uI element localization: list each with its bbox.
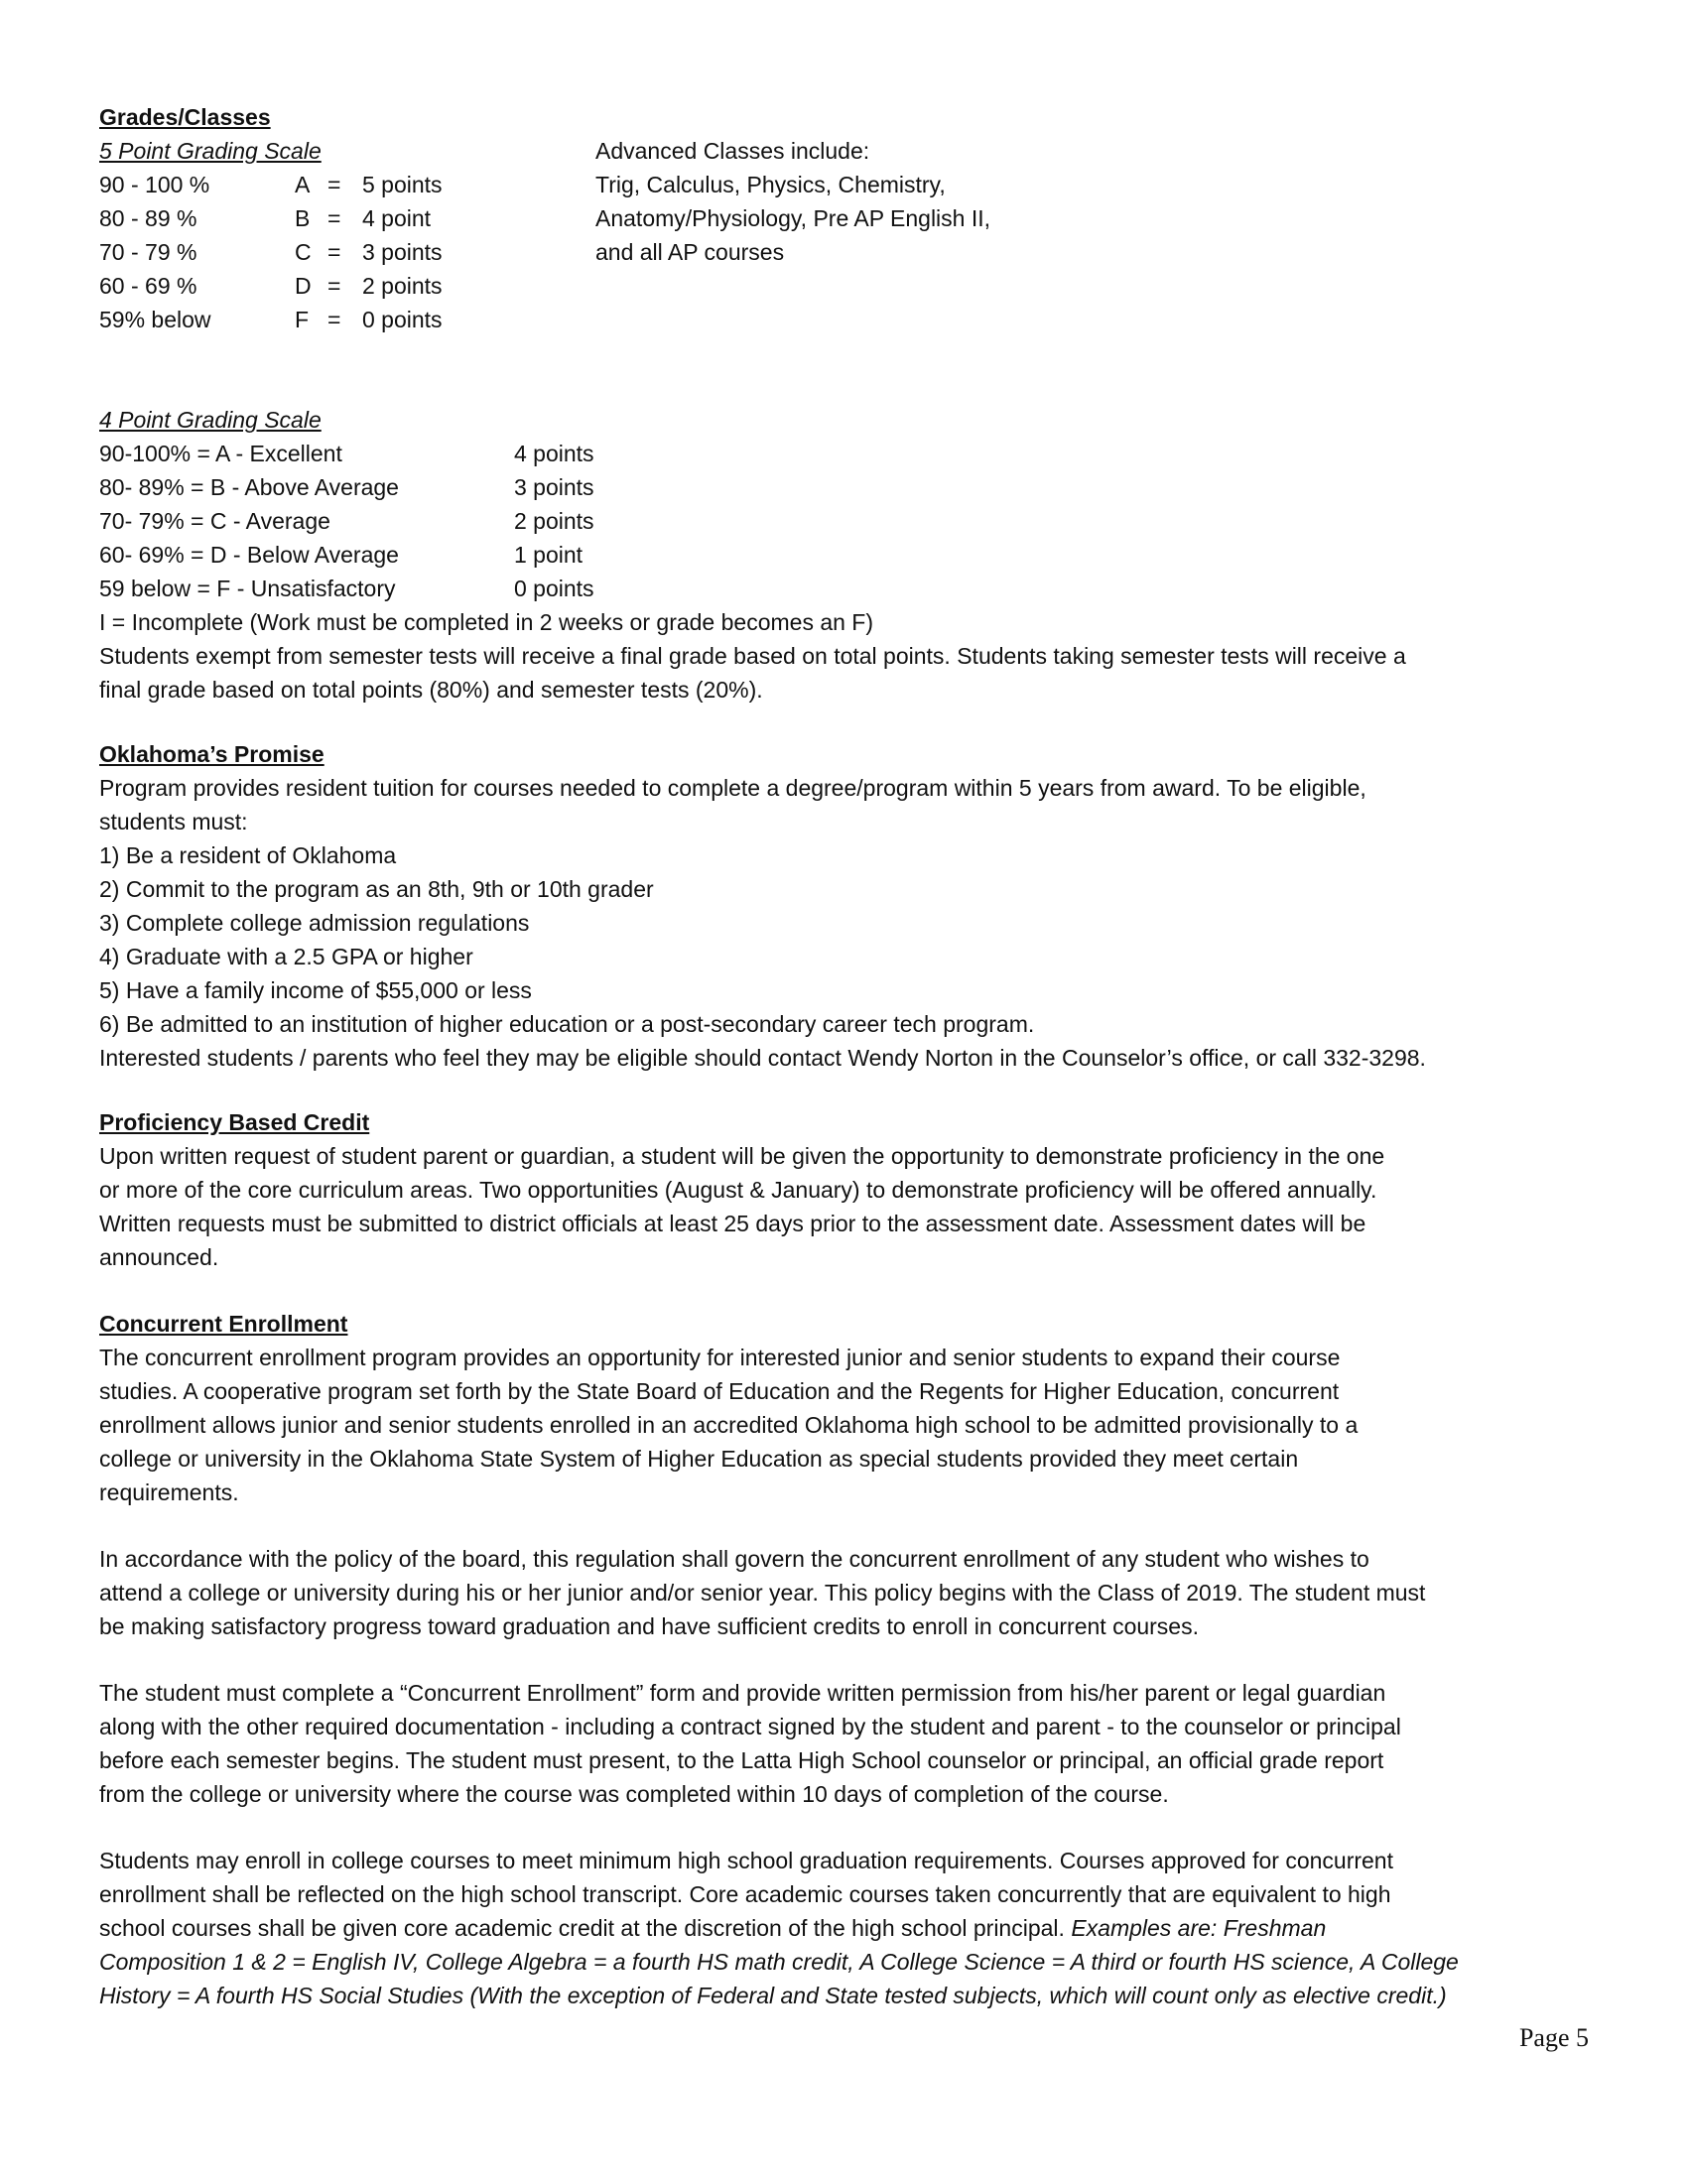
grade-letter: B (295, 205, 311, 231)
grade-letter: C (295, 239, 312, 265)
paragraph-line: Students may enroll in college courses to meet minimum high school graduation requirements. Courses approved for concurrent (99, 1848, 1393, 1873)
promise-requirement: 4) Graduate with a 2.5 GPA or higher (99, 944, 473, 969)
paragraph-line: In accordance with the policy of the board, this regulation shall govern the concurrent enrollment of any student who wishes to (99, 1546, 1369, 1572)
grade-equals: = (327, 172, 341, 197)
grade-equals: = (327, 307, 341, 332)
promise-requirement: 5) Have a family income of $55,000 or less (99, 977, 532, 1003)
five-point-scale-title: 5 Point Grading Scale (99, 138, 322, 164)
semester-test-note: Students exempt from semester tests will receive a final grade based on total points. Students taking semester tests will receive a (99, 643, 1406, 669)
concurrent-paragraph-1 (99, 1341, 1588, 1509)
promise-requirement: 2) Commit to the program as an 8th, 9th or 10th grader (99, 876, 654, 902)
examples-text: Examples are: Freshman (1071, 1915, 1327, 1941)
paragraph-line: enrollment shall be reflected on the high school transcript. Core academic courses taken concurrently that are equivalent to high (99, 1881, 1391, 1907)
grade-points: 0 points (362, 307, 443, 332)
promise-intro: Program provides resident tuition for courses needed to complete a degree/program within 5 years from award. To be eligible, (99, 775, 1366, 801)
grade-description: 70- 79% = C - Average (99, 508, 330, 534)
grade-points: 4 points (514, 441, 594, 466)
four-point-row (99, 538, 1588, 572)
advanced-classes-line: Advanced Classes include: (595, 138, 870, 164)
grades-heading: Grades/Classes (99, 104, 271, 130)
grade-points: 1 point (514, 542, 584, 568)
grade-description: 80- 89% = B - Above Average (99, 474, 399, 500)
proficiency-text: announced. (99, 1244, 219, 1270)
paragraph-line: The student must complete a “Concurrent Enrollment” form and provide written permission from his/her parent or legal guardian (99, 1680, 1386, 1706)
four-point-row (99, 572, 1588, 605)
grade-points: 0 points (514, 576, 594, 601)
concurrent-heading: Concurrent Enrollment (99, 1311, 348, 1337)
proficiency-text: Upon written request of student parent or guardian, a student will be given the opportunity to demonstrate proficiency in the one (99, 1143, 1385, 1169)
paragraph-line: along with the other required documentation - including a contract signed by the student and parent - to the counselor or principal (99, 1714, 1401, 1739)
advanced-classes-line: and all AP courses (595, 239, 785, 265)
promise-requirement: 3) Complete college admission regulations (99, 910, 530, 936)
grade-equals: = (327, 273, 341, 299)
grade-range: 59% below (99, 307, 211, 332)
four-point-row (99, 504, 1588, 538)
concurrent-paragraph-2 (99, 1542, 1588, 1643)
proficiency-heading: Proficiency Based Credit (99, 1109, 370, 1135)
concurrent-paragraph-3 (99, 1676, 1588, 1811)
grade-description: 90-100% = A - Excellent (99, 441, 342, 466)
proficiency-text: or more of the core curriculum areas. Two opportunities (August & January) to demonstrate proficiency will be offered annually. (99, 1177, 1377, 1203)
grade-points: 3 points (514, 474, 594, 500)
promise-heading: Oklahoma’s Promise (99, 741, 325, 767)
paragraph-line: The concurrent enrollment program provides an opportunity for interested junior and senior students to expand their course (99, 1345, 1341, 1370)
grade-description: 59 below = F - Unsatisfactory (99, 576, 396, 601)
advanced-classes-line: Anatomy/Physiology, Pre AP English II, (595, 205, 991, 231)
proficiency-section (99, 1105, 1588, 1274)
page-number: Page 5 (1518, 2023, 1589, 2052)
four-point-row (99, 437, 1588, 470)
grade-range: 70 - 79 % (99, 239, 197, 265)
paragraph-line: before each semester begins. The student must present, to the Latta High School counselor or principal, an official grade report (99, 1747, 1384, 1773)
promise-requirement: 1) Be a resident of Oklahoma (99, 842, 397, 868)
four-point-scale-table (99, 437, 1588, 605)
examples-text: Composition 1 & 2 = English IV, College Algebra = a fourth HS math credit, A College Science = A third or fourth HS science, A College (99, 1949, 1459, 1975)
concurrent-enrollment-section (99, 1307, 1588, 1509)
grade-description: 60- 69% = D - Below Average (99, 542, 399, 568)
promise-contact: Interested students / parents who feel they may be eligible should contact Wendy Norton in the Counselor’s office, or call 332-3298. (99, 1045, 1426, 1071)
five-point-row (99, 303, 1588, 336)
grade-range: 80 - 89 % (99, 205, 197, 231)
grade-points: 5 points (362, 172, 443, 197)
grade-letter: F (295, 307, 310, 332)
oklahomas-promise-section (99, 737, 1588, 1075)
paragraph-line (99, 1911, 1588, 1945)
grade-letter: A (295, 172, 311, 197)
proficiency-text: Written requests must be submitted to district officials at least 25 days prior to the assessment date. Assessment dates will be (99, 1211, 1366, 1236)
grade-points: 2 points (362, 273, 443, 299)
paragraph-line: college or university in the Oklahoma State System of Higher Education as special students provided they meet certain (99, 1446, 1299, 1472)
examples-text: History = A fourth HS Social Studies (With the exception of Federal and State tested subjects, which will count only as elective credit.) (99, 1983, 1447, 2008)
four-point-row (99, 470, 1588, 504)
advanced-classes (595, 134, 1191, 269)
grade-letter: D (295, 273, 312, 299)
advanced-classes-line: Trig, Calculus, Physics, Chemistry, (595, 172, 946, 197)
incomplete-note: I = Incomplete (Work must be completed in 2 weeks or grade becomes an F) (99, 609, 874, 635)
five-point-row (99, 269, 1588, 303)
promise-requirement: 6) Be admitted to an institution of higher education or a post-secondary career tech program. (99, 1011, 1035, 1037)
grade-points: 2 points (514, 508, 594, 534)
grade-range: 60 - 69 % (99, 273, 197, 299)
examples-line (99, 1945, 1588, 1979)
semester-test-note: final grade based on total points (80%) and semester tests (20%). (99, 677, 763, 703)
paragraph-line: be making satisfactory progress toward graduation and have sufficient credits to enroll in concurrent courses. (99, 1613, 1199, 1639)
paragraph-line: studies. A cooperative program set forth by the State Board of Education and the Regents for Higher Education, concurrent (99, 1378, 1340, 1404)
grade-points: 3 points (362, 239, 443, 265)
paragraph-text: school courses shall be given core academic credit at the discretion of the high school principal. (99, 1915, 1072, 1941)
paragraph-line: attend a college or university during his or her junior and/or senior year. This policy begins with the Class of 2019. The student must (99, 1580, 1426, 1606)
paragraph-line: enrollment allows junior and senior students enrolled in an accredited Oklahoma high school to be admitted provisionally to a (99, 1412, 1359, 1438)
concurrent-paragraph-4 (99, 1844, 1588, 2012)
paragraph-line: from the college or university where the course was completed within 10 days of completion of the course. (99, 1781, 1169, 1807)
grade-equals: = (327, 205, 341, 231)
promise-intro: students must: (99, 809, 248, 835)
grade-equals: = (327, 239, 341, 265)
examples-line (99, 1979, 1588, 2012)
four-point-scale-title: 4 Point Grading Scale (99, 407, 322, 433)
four-point-section (99, 403, 1588, 707)
paragraph-line: requirements. (99, 1479, 239, 1505)
grade-points: 4 point (362, 205, 432, 231)
grade-range: 90 - 100 % (99, 172, 210, 197)
